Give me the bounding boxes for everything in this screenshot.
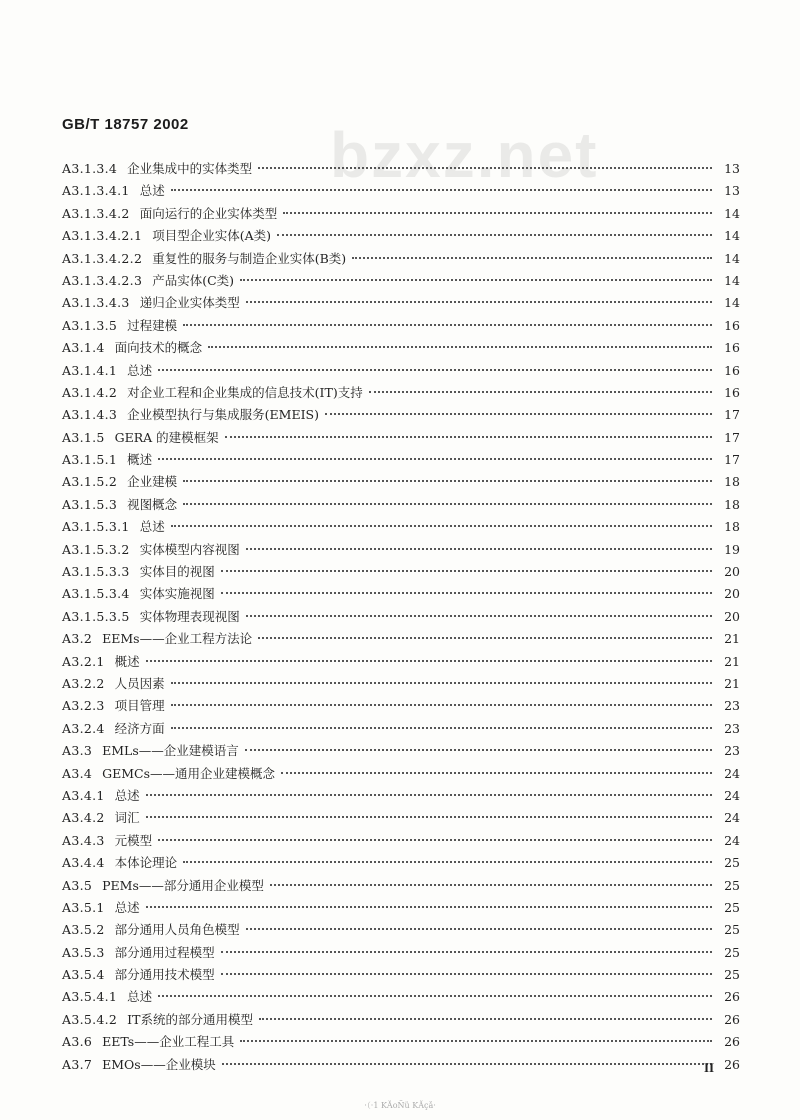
toc-entry[interactable]	[62, 404, 740, 426]
toc-dot-leader	[270, 884, 712, 886]
toc-dot-leader	[325, 413, 712, 415]
toc-entry-number: A3.5.4	[62, 967, 105, 983]
toc-entry-title: 实体实施视图	[139, 586, 215, 602]
toc-entry-page: 21	[724, 631, 740, 647]
toc-entry-title: 企业模型执行与集成服务(EMEIS)	[127, 407, 319, 423]
toc-dot-leader	[158, 369, 712, 371]
toc-entry-page: 17	[724, 452, 740, 468]
toc-dot-leader	[146, 660, 712, 662]
toc-dot-leader	[208, 346, 712, 348]
toc-dot-leader	[158, 458, 712, 460]
toc-entry-number: A3.1.4	[62, 340, 105, 356]
toc-entry[interactable]	[62, 875, 740, 897]
toc-entry-page: 19	[724, 541, 740, 557]
toc-entry-title: GEMCs——通用企业建模概念	[102, 765, 275, 781]
toc-entry[interactable]	[62, 830, 740, 852]
toc-entry[interactable]	[62, 785, 740, 807]
toc-entry-title: PEMs——部分通用企业模型	[102, 877, 264, 893]
toc-entry-page: 16	[724, 362, 740, 378]
toc-entry[interactable]	[62, 695, 740, 717]
toc-entry-title: EMLs——企业建模语言	[102, 743, 239, 759]
toc-entry[interactable]	[62, 651, 740, 673]
toc-entry-page: 26	[724, 989, 740, 1005]
toc-entry-title: 经济方面	[114, 720, 165, 736]
toc-entry-number: A3.2	[62, 631, 93, 647]
toc-entry-title: 总述	[114, 899, 140, 915]
toc-entry-page: 16	[724, 340, 740, 356]
toc-entry-title: EETs——企业工程工具	[102, 1034, 235, 1050]
toc-entry[interactable]	[62, 360, 740, 382]
toc-entry-title: 对企业工程和企业集成的信息技术(IT)支持	[127, 384, 363, 400]
toc-dot-leader	[281, 772, 712, 774]
toc-entry[interactable]	[62, 292, 740, 314]
toc-entry-number: A3.1.3.4.2.2	[62, 250, 143, 266]
watermark: bzxz.net	[330, 119, 599, 191]
toc-entry-number: A3.1.5.3.4	[62, 586, 130, 602]
toc-entry-page: 14	[724, 205, 740, 221]
toc-entry-page: 16	[724, 384, 740, 400]
toc-entry[interactable]	[62, 740, 740, 762]
toc-dot-leader	[246, 548, 712, 550]
toc-entry[interactable]	[62, 337, 740, 359]
toc-entry-number: A3.4.2	[62, 810, 105, 826]
toc-entry-title: 概述	[114, 653, 140, 669]
toc-entry-page: 18	[724, 519, 740, 535]
toc-entry-number: A3.1.3.5	[62, 317, 118, 333]
toc-dot-leader	[222, 1063, 712, 1065]
toc-dot-leader	[225, 436, 712, 438]
toc-entry-title: 部分通用技术模型	[114, 967, 215, 983]
toc-entry-number: A3.5.4.2	[62, 1011, 118, 1027]
toc-entry[interactable]	[62, 583, 740, 605]
toc-entry-page: 18	[724, 474, 740, 490]
page-number: II	[704, 1060, 715, 1075]
toc-entry-page: 25	[724, 899, 740, 915]
toc-entry-number: A3.1.3.4.3	[62, 295, 130, 311]
toc-entry[interactable]	[62, 919, 740, 941]
toc-entry-title: EMOs——企业模块	[102, 1056, 216, 1072]
toc-dot-leader	[146, 794, 712, 796]
toc-entry-page: 18	[724, 496, 740, 512]
toc-entry[interactable]	[62, 471, 740, 493]
toc-entry[interactable]	[62, 248, 740, 270]
toc-entry-title: 总述	[139, 519, 165, 535]
toc-dot-leader	[171, 525, 712, 527]
toc-entry-number: A3.5.4.1	[62, 989, 118, 1005]
toc-entry-page: 23	[724, 698, 740, 714]
toc-entry[interactable]	[62, 561, 740, 583]
toc-entry-title: 本体论理论	[114, 855, 178, 871]
toc-entry[interactable]	[62, 1009, 740, 1031]
toc-entry-page: 24	[724, 810, 740, 826]
toc-dot-leader	[183, 503, 712, 505]
toc-entry-title: 视图概念	[127, 496, 178, 512]
toc-dot-leader	[146, 816, 712, 818]
toc-dot-leader	[352, 257, 712, 259]
toc-entry-title: 部分通用过程模型	[114, 944, 215, 960]
toc-entry-page: 25	[724, 967, 740, 983]
toc-entry[interactable]	[62, 718, 740, 740]
toc-entry[interactable]	[62, 539, 740, 561]
toc-entry[interactable]	[62, 427, 740, 449]
toc-entry[interactable]	[62, 158, 740, 180]
toc-entry-page: 24	[724, 765, 740, 781]
toc-dot-leader	[171, 727, 712, 729]
toc-entry-number: A3.4	[62, 765, 93, 781]
toc-entry-number: A3.1.3.4.2	[62, 205, 130, 221]
toc-entry-title: 实体物理表现视图	[139, 608, 240, 624]
toc-entry-number: A3.1.5	[62, 429, 105, 445]
toc-dot-leader	[283, 212, 712, 214]
toc-entry-page: 16	[724, 317, 740, 333]
toc-entry[interactable]	[62, 897, 740, 919]
toc-entry[interactable]	[62, 964, 740, 986]
toc-entry-title: 词汇	[114, 810, 140, 826]
toc-entry-title: 重复性的服务与制造企业实体(B类)	[152, 250, 347, 266]
toc-entry-page: 21	[724, 675, 740, 691]
toc-entry-number: A3.2.3	[62, 698, 105, 714]
toc-dot-leader	[221, 592, 712, 594]
toc-dot-leader	[158, 839, 712, 841]
toc-dot-leader	[183, 324, 712, 326]
toc-dot-leader	[258, 637, 712, 639]
toc-dot-leader	[240, 279, 712, 281]
toc-entry-title: 实体模型内容视图	[139, 541, 240, 557]
toc-entry-title: 总述	[139, 183, 165, 199]
toc-dot-leader	[240, 1040, 712, 1042]
toc-entry-page: 23	[724, 743, 740, 759]
toc-dot-leader	[171, 682, 712, 684]
toc-entry[interactable]	[62, 449, 740, 471]
toc-entry-number: A3.1.5.3.2	[62, 541, 130, 557]
toc-entry-title: GERA 的建模框架	[114, 429, 219, 445]
toc-entry-number: A3.1.5.2	[62, 474, 118, 490]
toc-entry-number: A3.1.4.3	[62, 407, 118, 423]
toc-entry[interactable]	[62, 225, 740, 247]
toc-entry-page: 26	[724, 1011, 740, 1027]
toc-entry-number: A3.1.3.4.2.3	[62, 272, 143, 288]
toc-entry-page: 14	[724, 228, 740, 244]
toc-entry-title: IT系统的部分通用模型	[127, 1011, 253, 1027]
toc-entry-number: A3.1.5.3.3	[62, 564, 130, 580]
toc-entry-title: 递归企业实体类型	[139, 295, 240, 311]
toc-entry-page: 24	[724, 832, 740, 848]
toc-entry-page: 25	[724, 877, 740, 893]
toc-dot-leader	[259, 1018, 712, 1020]
toc-dot-leader	[246, 928, 712, 930]
toc-entry-title: 项目型企业实体(A类)	[152, 228, 271, 244]
toc-entry-number: A3.5.3	[62, 944, 105, 960]
toc-entry[interactable]	[62, 203, 740, 225]
toc-entry[interactable]	[62, 942, 740, 964]
toc-dot-leader	[258, 167, 712, 169]
footer-site-text: ·（·1 KĂoÑü KĂçǎ·	[364, 1101, 436, 1110]
toc-entry-number: A3.2.2	[62, 675, 105, 691]
toc-entry-number: A3.1.4.1	[62, 362, 118, 378]
toc-entry-page: 25	[724, 944, 740, 960]
toc-entry-number: A3.6	[62, 1034, 93, 1050]
toc-entry-number: A3.1.5.1	[62, 452, 118, 468]
toc-entry-page: 14	[724, 272, 740, 288]
toc-entry[interactable]	[62, 807, 740, 829]
toc-entry[interactable]	[62, 852, 740, 874]
toc-entry-page: 20	[724, 564, 740, 580]
toc-entry-page: 23	[724, 720, 740, 736]
toc-entry-title: EEMs——企业工程方法论	[102, 631, 253, 647]
toc-entry-number: A3.4.3	[62, 832, 105, 848]
toc-entry-page: 24	[724, 787, 740, 803]
toc-entry-page: 26	[724, 1034, 740, 1050]
toc-dot-leader	[369, 391, 712, 393]
toc-entry-page: 17	[724, 429, 740, 445]
toc-dot-leader	[183, 861, 712, 863]
toc-dot-leader	[183, 480, 712, 482]
toc-entry-page: 21	[724, 653, 740, 669]
toc-entry-title: 概述	[127, 452, 153, 468]
toc-entry[interactable]	[62, 270, 740, 292]
toc-entry-number: A3.3	[62, 743, 93, 759]
toc-dot-leader	[171, 704, 712, 706]
toc-entry[interactable]	[62, 1054, 740, 1076]
toc-dot-leader	[277, 234, 712, 236]
toc-entry-number: A3.1.5.3.5	[62, 608, 130, 624]
toc-entry-page: 14	[724, 295, 740, 311]
toc-entry-page: 14	[724, 250, 740, 266]
toc-dot-leader	[171, 189, 712, 191]
toc-dot-leader	[158, 995, 712, 997]
toc-dot-leader	[221, 973, 712, 975]
toc-entry-number: A3.5.2	[62, 922, 105, 938]
toc-entry-page: 26	[724, 1056, 740, 1072]
toc-entry-number: A3.2.1	[62, 653, 105, 669]
toc-dot-leader	[245, 749, 712, 751]
toc-dot-leader	[221, 951, 712, 953]
toc-entry-title: 产品实体(C类)	[152, 272, 235, 288]
toc-entry[interactable]	[62, 763, 740, 785]
toc-entry-number: A3.2.4	[62, 720, 105, 736]
toc-entry-page: 25	[724, 855, 740, 871]
toc-entry[interactable]	[62, 180, 740, 202]
toc-entry[interactable]	[62, 382, 740, 404]
toc-entry[interactable]	[62, 673, 740, 695]
toc-entry-number: A3.1.5.3	[62, 496, 118, 512]
toc-entry[interactable]	[62, 494, 740, 516]
toc-entry[interactable]	[62, 606, 740, 628]
toc-dot-leader	[146, 906, 712, 908]
toc-entry-title: 总述	[114, 787, 140, 803]
toc-entry-number: A3.5.1	[62, 899, 105, 915]
toc-entry-page: 17	[724, 407, 740, 423]
toc-entry-page: 25	[724, 922, 740, 938]
toc-entry-title: 总述	[127, 362, 153, 378]
toc-entry-number: A3.4.1	[62, 787, 105, 803]
table-of-contents	[62, 158, 740, 1076]
toc-entry-number: A3.7	[62, 1056, 93, 1072]
toc-entry-title: 总述	[127, 989, 153, 1005]
toc-entry[interactable]	[62, 315, 740, 337]
toc-entry-number: A3.4.4	[62, 855, 105, 871]
toc-dot-leader	[246, 615, 712, 617]
toc-entry-number: A3.1.5.3.1	[62, 519, 130, 535]
toc-entry[interactable]	[62, 986, 740, 1008]
toc-entry-title: 部分通用人员角色模型	[114, 922, 240, 938]
toc-entry-number: A3.5	[62, 877, 93, 893]
toc-entry[interactable]	[62, 1031, 740, 1053]
toc-entry[interactable]	[62, 628, 740, 650]
toc-entry-page: 20	[724, 608, 740, 624]
toc-dot-leader	[246, 301, 712, 303]
toc-dot-leader	[221, 570, 712, 572]
toc-entry-number: A3.1.4.2	[62, 384, 118, 400]
toc-entry-title: 人员因素	[114, 675, 165, 691]
toc-entry-title: 元模型	[114, 832, 153, 848]
toc-entry-number: A3.1.3.4.1	[62, 183, 130, 199]
toc-entry[interactable]	[62, 516, 740, 538]
standard-code: GB/T 18757 2002	[62, 116, 189, 133]
toc-entry-title: 过程建模	[127, 317, 178, 333]
toc-entry-title: 实体目的视图	[139, 564, 215, 580]
toc-entry-page: 13	[724, 161, 740, 176]
toc-entry-number: A3.1.3.4	[62, 161, 118, 176]
toc-entry-title: 企业建模	[127, 474, 178, 490]
toc-entry-title: 企业集成中的实体类型	[127, 161, 253, 176]
toc-entry-page: 13	[724, 183, 740, 199]
toc-entry-title: 面向技术的概念	[114, 340, 203, 356]
toc-entry-page: 20	[724, 586, 740, 602]
toc-entry-number: A3.1.3.4.2.1	[62, 228, 143, 244]
toc-entry-title: 项目管理	[114, 698, 165, 714]
toc-entry-title: 面向运行的企业实体类型	[139, 205, 278, 221]
